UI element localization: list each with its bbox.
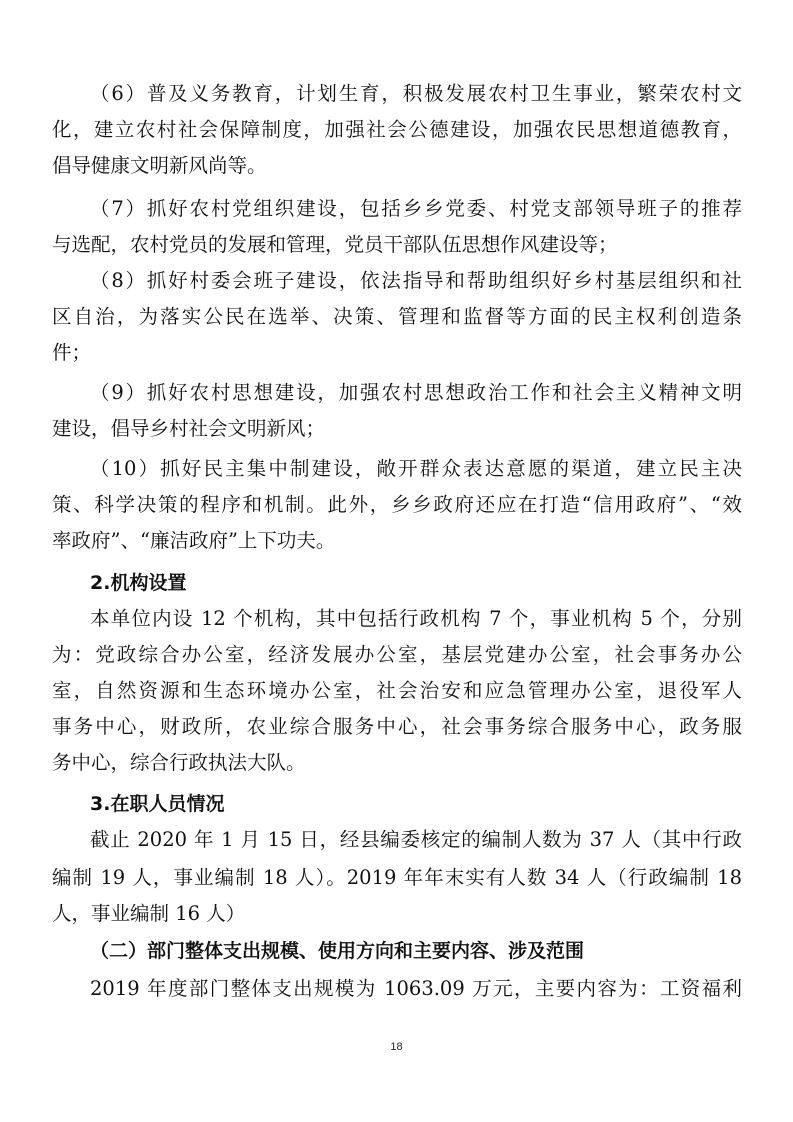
paragraph-8-line-3: 件； [52, 341, 92, 364]
paragraph-10-line-1: （10）抓好民主集中制建设，敞开群众表达意愿的渠道，建立民主决 [90, 457, 742, 480]
paragraph-7-line-2: 与选配，农村党员的发展和管理，党员干部队伍思想作风建设等； [52, 233, 618, 256]
section-heading-staff: 3.在职人员情况 [90, 793, 225, 815]
organization-line-4: 事务中心，财政所，农业综合服务中心，社会事务综合服务中心，政务服 [52, 715, 742, 738]
paragraph-10-line-2: 策、科学决策的程序和机制。此外，乡乡政府还应在打造“信用政府”、“效 [52, 493, 742, 516]
paragraph-9-line-2: 建设，倡导乡村社会文明新风； [52, 417, 326, 440]
organization-line-5: 务中心，综合行政执法大队。 [52, 751, 306, 774]
expenditure-line-1: 2019 年度部门整体支出规模为 1063.09 万元，主要内容为：工资福利 [90, 977, 742, 1000]
paragraph-9-line-1: （9）抓好农村思想建设，加强农村思想政治工作和社会主义精神文明 [90, 381, 742, 404]
organization-line-2: 为：党政综合办公室，经济发展办公室，基层党建办公室，社会事务办公 [52, 643, 742, 666]
staff-line-2: 编制 19 人，事业编制 18 人）。2019 年年末实有人数 34 人（行政编制 18 [52, 866, 742, 889]
organization-line-1: 本单位内设 12 个机构，其中包括行政机构 7 个，事业机构 5 个，分别 [90, 607, 742, 630]
paragraph-7-line-1: （7）抓好农村党组织建设，包括乡乡党委、村党支部领导班子的推荐 [90, 197, 742, 220]
staff-line-3: 人，事业编制 16 人） [52, 902, 246, 925]
page-number: 18 [390, 1041, 403, 1053]
section-heading-organization: 2.机构设置 [90, 572, 187, 594]
paragraph-10-line-3: 率政府”、“廉洁政府”上下功夫。 [52, 529, 336, 552]
staff-line-1: 截止 2020 年 1 月 15 日，经县编委核定的编制人数为 37 人（其中行政 [90, 828, 742, 851]
paragraph-6-line-1: （6）普及义务教育，计划生育，积极发展农村卫生事业，繁荣农村文 [90, 82, 742, 105]
paragraph-8-line-1: （8）抓好村委会班子建设，依法指导和帮助组织好乡村基层组织和社 [90, 269, 742, 292]
paragraph-8-line-2: 区自治，为落实公民在选举、决策、管理和监督等方面的民主权利创造条 [52, 305, 742, 328]
paragraph-6-line-2: 化，建立农村社会保障制度，加强社会公德建设，加强农民思想道德教育， [52, 118, 742, 141]
paragraph-6-line-3: 倡导健康文明新风尚等。 [52, 154, 267, 177]
organization-line-3: 室，自然资源和生态环境办公室，社会治安和应急管理办公室，退役军人 [52, 679, 742, 702]
section-heading-expenditure: （二）部门整体支出规模、使用方向和主要内容、涉及范围 [90, 940, 585, 962]
